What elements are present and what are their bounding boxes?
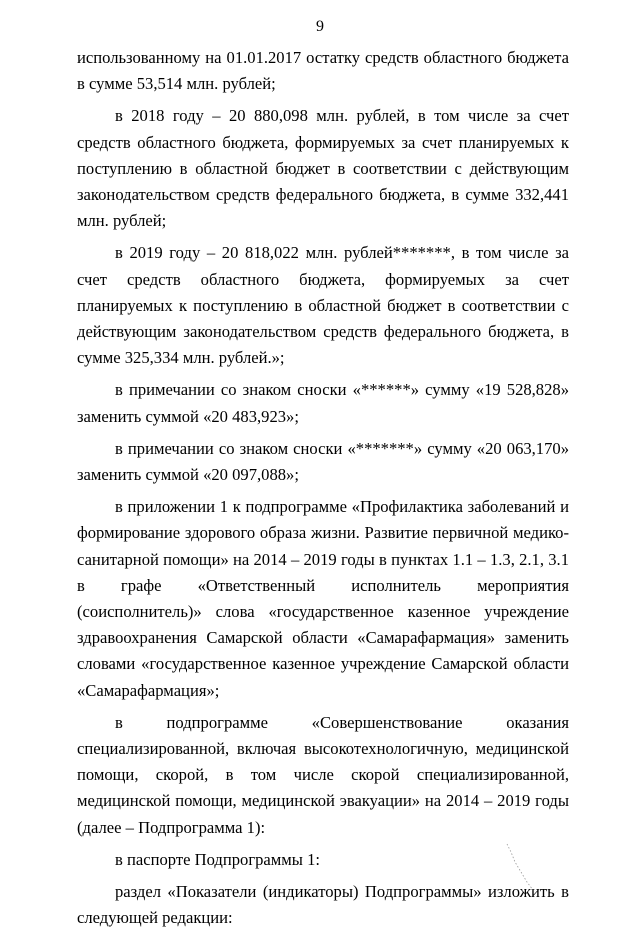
paragraph-3: в 2019 году – 20 818,022 млн. рублей*******, в том числе за счет средств областного бюджета, формируемых за счет планируемых к поступлению в областной бюджет в соответствии с действующим законодательством средств федерального бюджета, в сумме 325,334 млн. рублей.»; <box>77 243 569 368</box>
paragraph-9: раздел «Показатели (индикаторы) Подпрограммы» изложить в следующей редакции: <box>77 882 569 928</box>
paragraph-6: в приложении 1 к подпрограмме «Профилактика заболеваний и формирование здорового образа жизни. Развитие первичной медико-санитарной помощи» на 2014 – 2019 годы в пунктах 1.1 – 1.3, 2.1, 3.1 в графе «Ответственный исполнитель мероприятия (соисполнитель)» слова «государственное казенное учреждение здравоохранения Самарской области «Самарафармация» заменить словами «государственное казенное учреждение Самарской области «Самарафармация»; <box>77 497 569 700</box>
paragraph-5: в примечании со знаком сноски «*******» сумму «20 063,170» заменить суммой «20 097,088»; <box>77 438 569 485</box>
paragraph-1: использованному на 01.01.2017 остатку средств областного бюджета в сумме 53,514 млн. рублей; <box>77 48 569 94</box>
paragraph-4: в примечании со знаком сноски «******» сумму «19 528,828» заменить суммой «20 483,923»; <box>77 380 569 426</box>
paragraph-8: в паспорте Подпрограммы 1: <box>115 849 321 869</box>
scan-mark <box>505 842 535 892</box>
document-body <box>77 45 569 932</box>
paragraph-2: в 2018 году – 20 880,098 млн. рублей, в том числе за счет средств областного бюджета, формируемых за счет планируемых к поступлению в областной бюджет в соответствии с действующим законодательством средств федерального бюджета, в сумме 332,441 млн. рублей; <box>77 106 569 231</box>
page-number: 9 <box>316 18 324 35</box>
paragraph-7: в подпрограмме «Совершенствование оказания специализированной, включая высокотехнологичную, медицинской помощи, скорой, в том числе скорой специализированной, медицинской помощи, медицинской эвакуации» на 2014 – 2019 годы (далее – Подпрограмма 1): <box>77 712 569 837</box>
